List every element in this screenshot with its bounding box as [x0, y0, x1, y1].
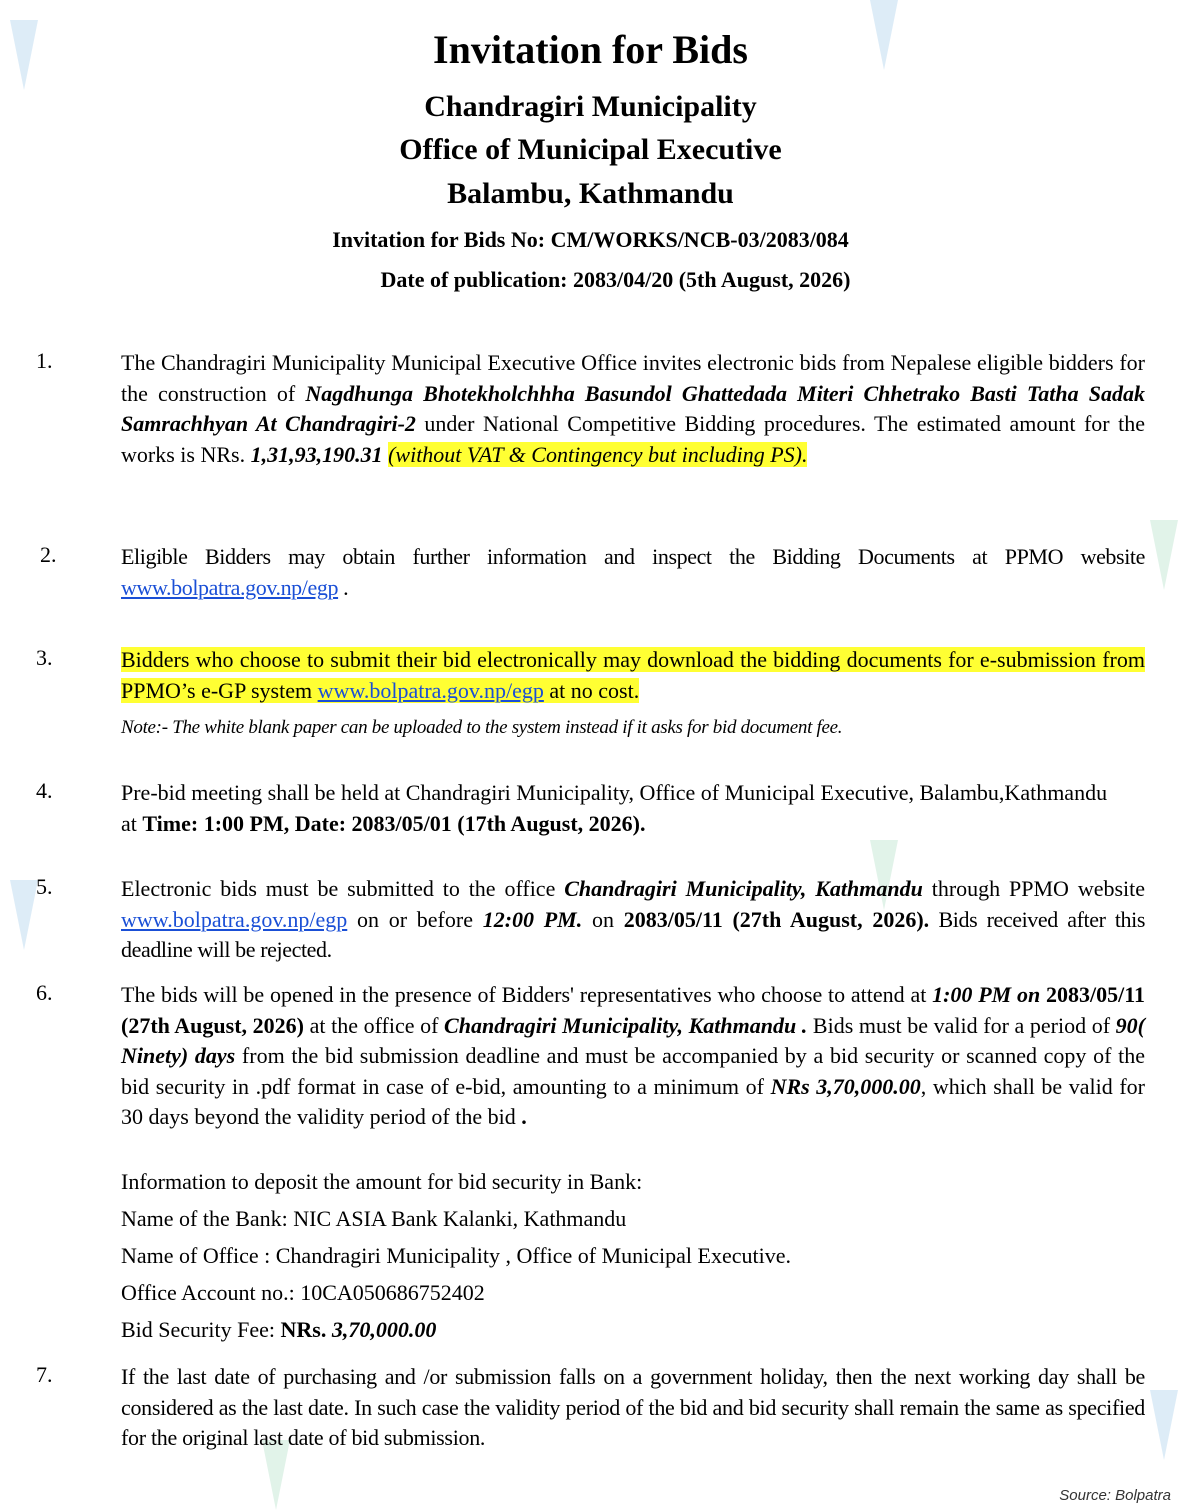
highlighted-text: (without VAT & Contingency but including PS).: [388, 441, 808, 467]
validity-days: 90( Ninety) days: [121, 1012, 1145, 1068]
clause-number: 2.: [40, 542, 57, 567]
publication-date: Date of publication: 2083/04/20 (5th August, 2026): [380, 267, 851, 292]
clause-text: [121, 874, 1145, 966]
text-segment: Bids received after this deadline will be rejected.: [121, 906, 1146, 962]
text-segment: through PPMO website: [922, 876, 1146, 901]
watermark-arrow-icon: [1150, 520, 1178, 590]
bid-security-fee: [121, 1315, 1145, 1346]
work-name: Nagdhunga Bhotekholchhha Basundol Ghattedada Miteri Chhetrako Basti Tatha Sadak Samrachhyan At Chandragiri-2: [121, 380, 1145, 436]
highlighted-text: Bidders who choose to submit their bid electronically may download the bidding documents for e-submission from PPMO’s e-GP system: [121, 647, 1145, 703]
estimated-amount: 1,31,93,190.31: [250, 441, 383, 467]
clause-text: [121, 980, 1145, 1133]
ifb-number: Invitation for Bids No: CM/WORKS/NCB-03/2083/084: [332, 227, 849, 252]
text-segment: Bids must be valid for a period of: [807, 1012, 1116, 1038]
office-name-line: Name of Office : Chandragiri Municipality , Office of Municipal Executive.: [121, 1243, 791, 1268]
account-number: Office Account no.: 10CA050686752402: [121, 1280, 485, 1305]
bank-name: Name of the Bank: NIC ASIA Bank Kalanki, Kathmandu: [121, 1206, 627, 1231]
text-segment: .: [515, 1104, 527, 1129]
org-office: Office of Municipal Executive: [399, 133, 782, 166]
text-segment: Pre-bid meeting shall be held at Chandragiri Municipality, Office of Municipal Executive, Balambu,Kathmandu at: [121, 780, 1108, 836]
bolpatra-link[interactable]: www.bolpatra.gov.np/egp: [121, 574, 339, 600]
bank-info-heading: Information to deposit the amount for bid security in Bank:: [121, 1169, 643, 1194]
bolpatra-link[interactable]: www.bolpatra.gov.np/egp: [317, 677, 544, 703]
clause-text: [121, 542, 1145, 603]
text-segment: under National Competitive Bidding procedures. The estimated amount for the works is NRs.: [121, 411, 1145, 467]
clause-number: 3.: [36, 645, 53, 670]
clause-text: [121, 778, 1111, 839]
highlighted-text: at no cost.: [543, 677, 640, 703]
text-segment: on or before: [347, 906, 483, 932]
text-segment: Eligible Bidders may obtain further information and inspect the Bidding Documents at PPMO website: [121, 544, 1145, 569]
text-segment: , which shall be valid for 30 days beyond the validity period of the bid: [121, 1073, 1146, 1129]
text-segment: from the bid submission deadline and must be accompanied by a bid security or scanned copy of the bid security in .pdf format in case of e-bid, amounting to a minimum of: [121, 1043, 1146, 1099]
clause-number: 4.: [36, 778, 53, 803]
watermark-arrow-icon: [10, 880, 38, 950]
clause-number: 1.: [36, 348, 53, 373]
clause-number: 5.: [36, 874, 53, 899]
org-address: Balambu, Kathmandu: [447, 177, 734, 210]
text-segment: Electronic bids must be submitted to the office: [121, 876, 565, 901]
clause-number: 6.: [36, 980, 53, 1005]
office-name: Chandragiri Municipality, Kathmandu .: [444, 1012, 808, 1038]
opening-date: 2083/05/11 (27th August, 2026): [121, 982, 1146, 1038]
text-segment: .: [338, 574, 349, 600]
source-credit: Source: Bolpatra: [1059, 1487, 1171, 1504]
pre-bid-time: Time: 1:00 PM, Date: 2083/05/01 (17th August, 2026).: [142, 810, 646, 836]
text-segment: The Chandragiri Municipality Municipal Executive Office invites electronic bids from Nepalese eligible bidders for the construction of: [121, 350, 1145, 406]
fee-amount: 3,70,000.00: [331, 1317, 437, 1342]
bolpatra-link[interactable]: www.bolpatra.gov.np/egp: [121, 906, 348, 932]
text-segment: Bid Security Fee:: [121, 1317, 281, 1342]
minimum-security: NRs 3,70,000.00: [770, 1073, 921, 1099]
clause-text: [121, 348, 1145, 470]
clause-text: [121, 645, 1145, 706]
clause-note: Note:- The white blank paper can be uploaded to the system instead if it asks for bid document fee.: [121, 717, 843, 738]
deadline-date: 2083/05/11 (27th August, 2026).: [623, 906, 930, 932]
text-segment: at the office of: [303, 1012, 445, 1038]
clause-number: 7.: [36, 1362, 53, 1387]
deadline-time: 12:00 PM.: [482, 906, 583, 932]
text-segment: on: [582, 906, 624, 932]
fee-currency: NRs.: [280, 1317, 332, 1342]
text-segment: The bids will be opened in the presence of Bidders' representatives who choose to attend at: [121, 982, 933, 1007]
office-name: Chandragiri Municipality, Kathmandu: [564, 876, 923, 901]
watermark-arrow-icon: [1150, 1390, 1178, 1460]
org-name: Chandragiri Municipality: [424, 90, 757, 123]
document-title: Invitation for Bids: [433, 27, 748, 72]
clause-text: If the last date of purchasing and /or submission falls on a government holiday, then the next working day shall be considered as the last date. In such case the validity period of the bid and bid security shall remain the same as specified for the original last date of bid submission.: [121, 1364, 1145, 1450]
opening-time: 1:00 PM on: [932, 982, 1041, 1007]
